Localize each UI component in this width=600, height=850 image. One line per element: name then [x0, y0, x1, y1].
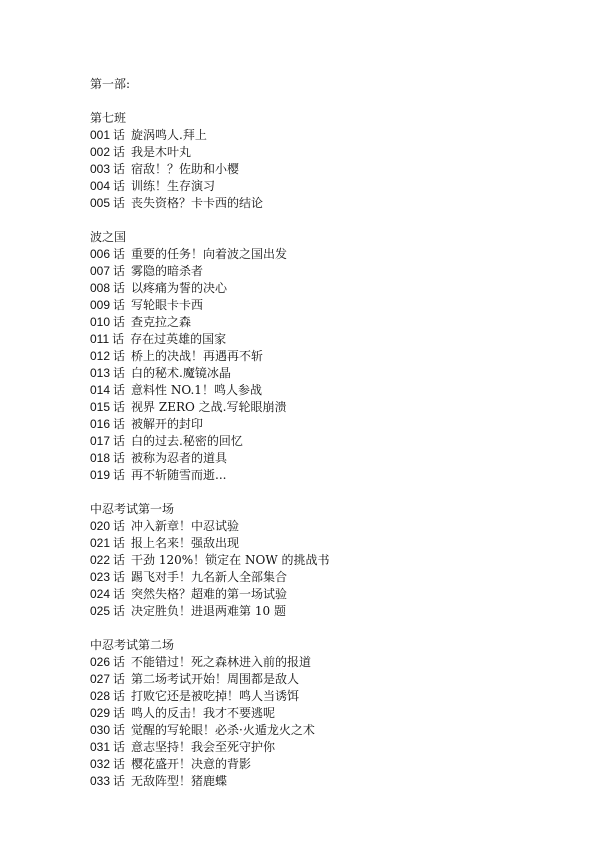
episode-item: [90, 552, 570, 569]
episode-item: [90, 348, 570, 365]
episode-number: 031: [90, 740, 111, 754]
episode-title: 决定胜负！进退两难第 10 题: [131, 604, 286, 618]
episode-number: 005: [90, 196, 111, 210]
episode-number: 002: [90, 145, 111, 159]
episode-item: [90, 365, 570, 382]
episode-item: [90, 399, 570, 416]
episode-item: [90, 382, 570, 399]
episode-number: 014: [90, 383, 111, 397]
episode-number: 026: [90, 655, 111, 669]
episode-item: [90, 416, 570, 433]
episode-item: [90, 688, 570, 705]
episode-title: 觉醒的写轮眼！必杀·火遁龙火之术: [131, 723, 315, 737]
episode-word: 话: [113, 774, 126, 788]
episode-number: 016: [90, 417, 111, 431]
episode-item: [90, 467, 570, 484]
episode-section: [90, 229, 570, 484]
episode-number: 012: [90, 349, 111, 363]
episode-word: 话: [113, 315, 126, 329]
episode-title: 再不斩随雪而逝...: [131, 468, 227, 482]
episode-number: 008: [90, 281, 111, 295]
episode-number: 022: [90, 553, 111, 567]
episode-word: 话: [113, 570, 126, 584]
episode-section: [90, 501, 570, 620]
episode-item: [90, 535, 570, 552]
episode-item: [90, 586, 570, 603]
episode-item: [90, 722, 570, 739]
episode-word: 话: [113, 706, 126, 720]
episode-title: 我是木叶丸: [131, 145, 192, 159]
section-title: 波之国: [90, 230, 127, 244]
episode-item: [90, 773, 570, 790]
episode-word: 话: [113, 264, 126, 278]
episode-number: 025: [90, 604, 111, 618]
episode-item: [90, 603, 570, 620]
episode-number: 020: [90, 519, 111, 533]
episode-word: 话: [113, 128, 126, 142]
episode-item: [90, 433, 570, 450]
section-title: 中忍考试第二场: [90, 638, 175, 652]
episode-title: 白的秘术.魔镜冰晶: [131, 366, 231, 380]
episode-word: 话: [113, 400, 126, 414]
episode-item: [90, 246, 570, 263]
episode-number: 029: [90, 706, 111, 720]
episode-section: [90, 637, 570, 790]
episode-number: 010: [90, 315, 111, 329]
episode-title: 报上名来！强敌出现: [131, 536, 240, 550]
episode-title: 打败它还是被吃掉！鸣人当诱饵: [131, 689, 300, 703]
episode-word: 话: [113, 740, 126, 754]
episode-title: 丧失资格？卡卡西的结论: [131, 196, 264, 210]
episode-title: 冲入新章！中忍试验: [131, 519, 240, 533]
episode-word: 话: [113, 468, 126, 482]
episode-title: 意志坚持！我会至死守护你: [131, 740, 276, 754]
episode-sections: [90, 110, 570, 790]
episode-number: 028: [90, 689, 111, 703]
episode-title: 第二场考试开始！周围都是敌人: [131, 672, 300, 686]
episode-word: 话: [113, 247, 126, 261]
episode-title: 训练！生存演习: [131, 179, 216, 193]
episode-word: 话: [112, 332, 125, 346]
episode-number: 001: [90, 128, 111, 142]
episode-title: 意料性 NO.1！鸣人参战: [131, 383, 262, 397]
episode-number: 021: [90, 536, 111, 550]
episode-word: 话: [113, 349, 126, 363]
episode-word: 话: [113, 196, 126, 210]
episode-title: 视界 ZERO 之战.写轮眼崩溃: [131, 400, 287, 414]
episode-number: 018: [90, 451, 111, 465]
episode-item: [90, 195, 570, 212]
episode-item: [90, 671, 570, 688]
episode-item: [90, 705, 570, 722]
episode-word: 话: [113, 162, 126, 176]
episode-item: [90, 178, 570, 195]
episode-word: 话: [113, 145, 126, 159]
episode-title: 白的过去.秘密的回忆: [131, 434, 243, 448]
episode-number: 011: [90, 332, 110, 346]
episode-word: 话: [113, 689, 126, 703]
document-page: [90, 76, 570, 807]
episode-number: 033: [90, 774, 111, 788]
episode-title: 被解开的封印: [131, 417, 204, 431]
section-title: 中忍考试第一场: [90, 502, 175, 516]
episode-word: 话: [113, 536, 126, 550]
episode-title: 查克拉之森: [131, 315, 192, 329]
section-title: 第七班: [90, 111, 127, 125]
episode-title: 重要的任务！向着波之国出发: [131, 247, 288, 261]
episode-item: [90, 654, 570, 671]
episode-word: 话: [113, 179, 126, 193]
episode-title: 鸣人的反击！我才不要逃呢: [131, 706, 276, 720]
episode-title: 宿敌！？佐助和小樱: [131, 162, 240, 176]
episode-number: 013: [90, 366, 111, 380]
episode-number: 007: [90, 264, 111, 278]
episode-item: [90, 263, 570, 280]
episode-number: 027: [90, 672, 111, 686]
episode-item: [90, 144, 570, 161]
episode-number: 023: [90, 570, 111, 584]
episode-title: 写轮眼卡卡西: [131, 298, 204, 312]
episode-word: 话: [113, 757, 126, 771]
episode-number: 017: [90, 434, 111, 448]
episode-word: 话: [113, 519, 126, 533]
episode-item: [90, 161, 570, 178]
episode-number: 015: [90, 400, 111, 414]
episode-number: 019: [90, 468, 111, 482]
episode-title: 被称为忍者的道具: [131, 451, 228, 465]
episode-title: 以疼痛为誓的决心: [131, 281, 228, 295]
episode-word: 话: [113, 383, 126, 397]
episode-item: [90, 314, 570, 331]
episode-title: 旋涡鸣人.拜上: [131, 128, 207, 142]
episode-word: 话: [113, 604, 126, 618]
episode-number: 003: [90, 162, 111, 176]
episode-title: 踢飞对手！九名新人全部集合: [131, 570, 288, 584]
episode-title: 不能错过！死之森林进入前的报道: [131, 655, 312, 669]
episode-number: 032: [90, 757, 111, 771]
episode-item: [90, 739, 570, 756]
episode-word: 话: [113, 281, 126, 295]
episode-word: 话: [113, 434, 126, 448]
episode-word: 话: [113, 417, 126, 431]
episode-word: 话: [113, 298, 126, 312]
episode-item: [90, 331, 570, 348]
episode-title: 无敌阵型！猪鹿蝶: [131, 774, 228, 788]
episode-word: 话: [113, 553, 126, 567]
episode-item: [90, 450, 570, 467]
episode-title: 干劲 120%！锁定在 NOW 的挑战书: [131, 553, 330, 567]
episode-word: 话: [113, 451, 126, 465]
episode-item: [90, 297, 570, 314]
episode-number: 004: [90, 179, 111, 193]
episode-number: 030: [90, 723, 111, 737]
episode-word: 话: [113, 672, 126, 686]
episode-item: [90, 280, 570, 297]
episode-number: 006: [90, 247, 111, 261]
part-title: 第一部:: [90, 77, 131, 91]
episode-item: [90, 756, 570, 773]
episode-word: 话: [113, 723, 126, 737]
episode-number: 009: [90, 298, 111, 312]
episode-word: 话: [113, 366, 126, 380]
episode-title: 雾隐的暗杀者: [131, 264, 204, 278]
episode-title: 桥上的决战！再遇再不斩: [131, 349, 264, 363]
episode-title: 樱花盛开！决意的背影: [131, 757, 252, 771]
episode-item: [90, 518, 570, 535]
episode-item: [90, 127, 570, 144]
episode-word: 话: [113, 655, 126, 669]
episode-item: [90, 569, 570, 586]
episode-word: 话: [113, 587, 126, 601]
episode-number: 024: [90, 587, 111, 601]
episode-section: [90, 110, 570, 212]
episode-title: 突然失格？超难的第一场试验: [131, 587, 288, 601]
episode-title: 存在过英雄的国家: [130, 332, 227, 346]
